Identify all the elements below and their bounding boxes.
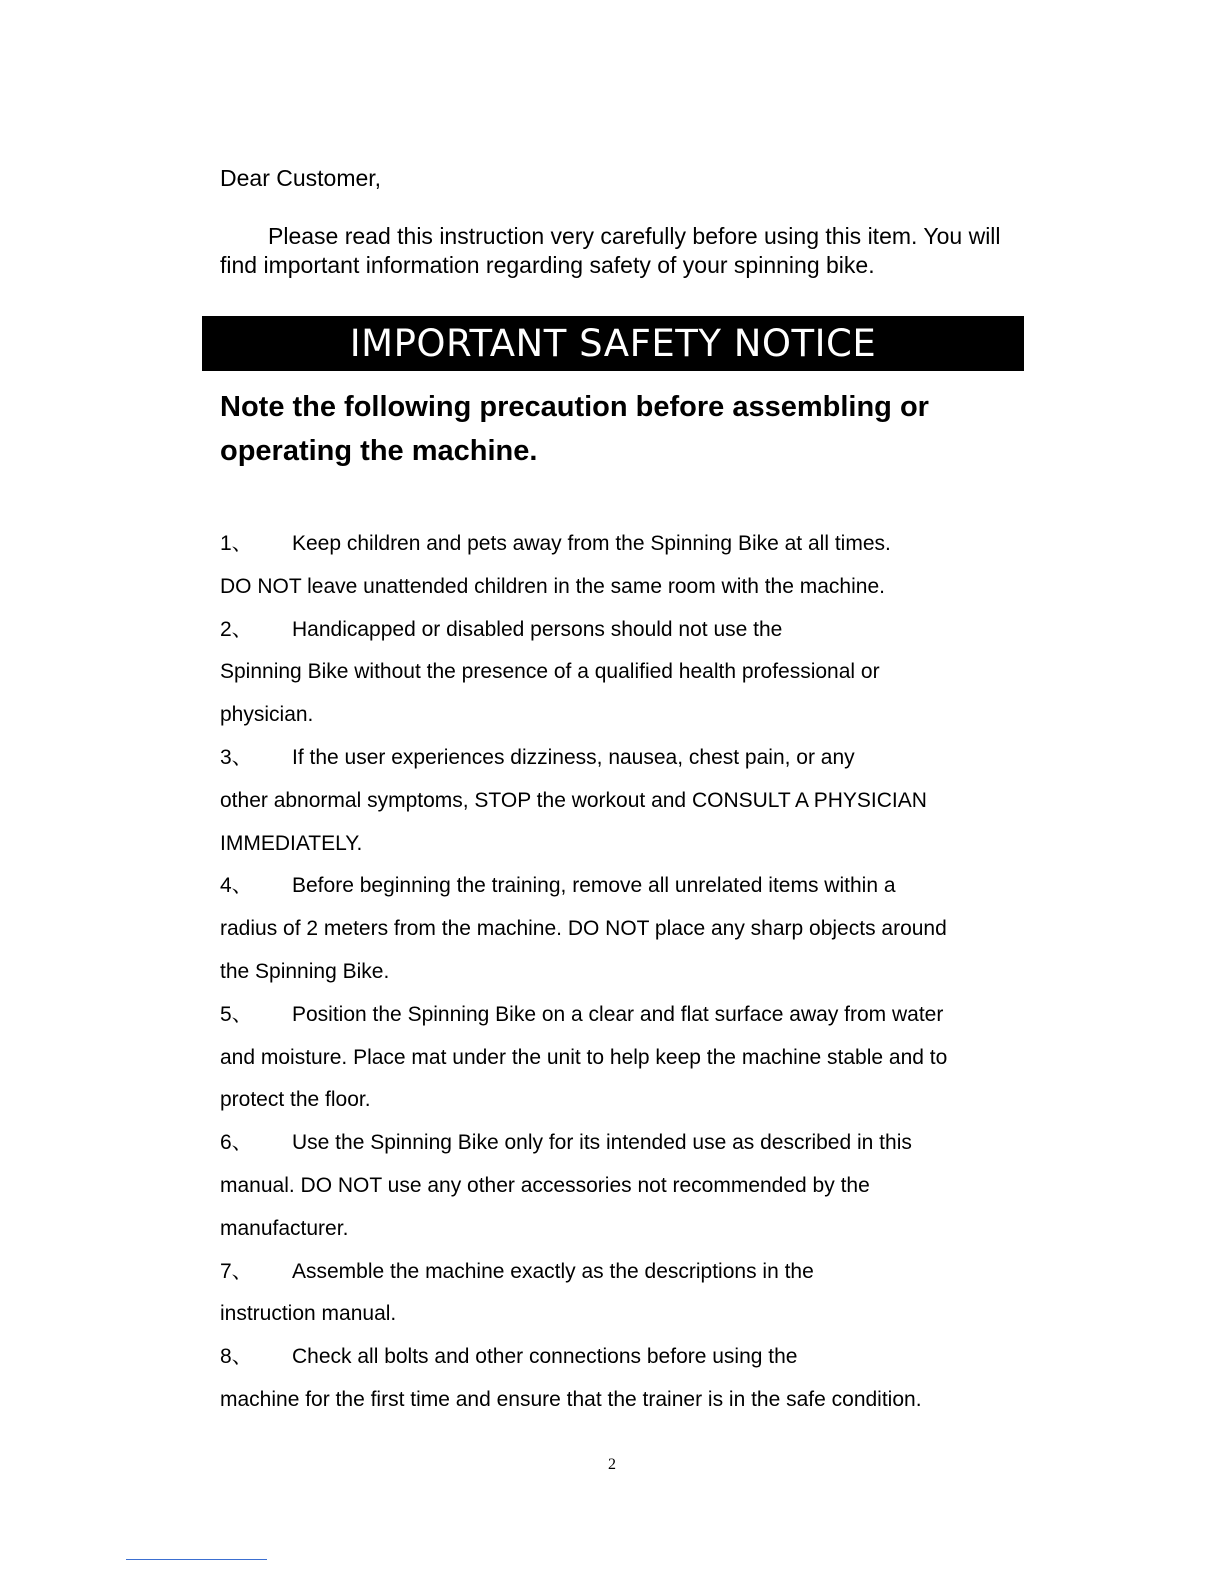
precaution-item-continuation: IMMEDIATELY. [220,831,363,855]
precaution-item-text: Position the Spinning Bike on a clear and flat surface away from water [292,1002,944,1026]
precaution-item-continuation: Spinning Bike without the presence of a qualified health professional or [220,660,880,684]
precaution-item-continuation: instruction manual. [220,1302,397,1326]
precaution-item [220,865,1010,993]
precaution-item-number: 1、 [220,532,253,555]
precaution-item [220,1122,1010,1250]
precaution-item-first-line [220,1122,1010,1165]
precaution-item-text: Before beginning the training, remove all unrelated items within a [292,874,896,898]
precaution-item-continuation: other abnormal symptoms, STOP the workout and CONSULT A PHYSICIAN [220,788,927,812]
precaution-item-text: Use the Spinning Bike only for its intended use as described in this [292,1131,912,1155]
precaution-item-continuation: manual. DO NOT use any other accessories not recommended by the [220,1173,870,1197]
precaution-item-continuation: physician. [220,703,314,727]
precaution-item [220,523,1010,609]
precaution-item-continuation: machine for the first time and ensure that the trainer is in the safe condition. [220,1387,922,1411]
precaution-heading-line2: operating the machine. [220,435,538,467]
precaution-heading-line1: Note the following precaution before assembling or [220,391,929,423]
precaution-item-first-line [220,1336,1010,1379]
precaution-item-text: If the user experiences dizziness, nausea, chest pain, or any [292,745,855,769]
precaution-item-number: 2、 [220,617,253,641]
precaution-item-first-line [220,1251,1010,1294]
safety-notice-banner: IMPORTANT SAFETY NOTICE [202,316,1024,371]
precaution-item-number: 8、 [220,1345,253,1369]
greeting: Dear Customer, [220,165,382,191]
precaution-item-continuation: and moisture. Place mat under the unit to help keep the machine stable and to [220,1045,948,1069]
footnote-rule [126,1559,267,1560]
precaution-list [220,523,1010,1422]
precaution-item [220,1336,1010,1422]
precaution-item-text: Keep children and pets away from the Spinning Bike at all times. [292,532,891,555]
precaution-item-text: Handicapped or disabled persons should not use the [292,617,783,641]
precaution-item-number: 7、 [220,1259,253,1283]
intro-paragraph: Please read this instruction very carefully before using this item. You will find important information regarding safety of your spinning bike. [220,223,1001,278]
precaution-item-continuation: radius of 2 meters from the machine. DO NOT place any sharp objects around [220,917,947,941]
precaution-item-continuation: manufacturer. [220,1216,349,1240]
precaution-item-first-line [220,523,1010,566]
precaution-item-number: 4、 [220,874,253,898]
precaution-item [220,609,1010,737]
precaution-item [220,1251,1010,1337]
precaution-heading [220,385,1010,473]
precaution-item-first-line [220,737,1010,780]
precaution-item-first-line [220,865,1010,908]
precaution-item-first-line [220,609,1010,652]
precaution-item-continuation: protect the floor. [220,1088,371,1112]
precaution-item-continuation: DO NOT leave unattended children in the same room with the machine. [220,574,885,598]
precaution-item-text: Assemble the machine exactly as the descriptions in the [292,1259,814,1283]
precaution-item-number: 6、 [220,1131,253,1155]
precaution-item-text: Check all bolts and other connections before using the [292,1345,798,1369]
precaution-item-number: 3、 [220,745,253,769]
precaution-item [220,994,1010,1122]
precaution-item-first-line [220,994,1010,1037]
page-number: 2 [608,1456,616,1473]
precaution-item-continuation: the Spinning Bike. [220,959,390,983]
precaution-item [220,737,1010,865]
precaution-item-number: 5、 [220,1002,253,1026]
